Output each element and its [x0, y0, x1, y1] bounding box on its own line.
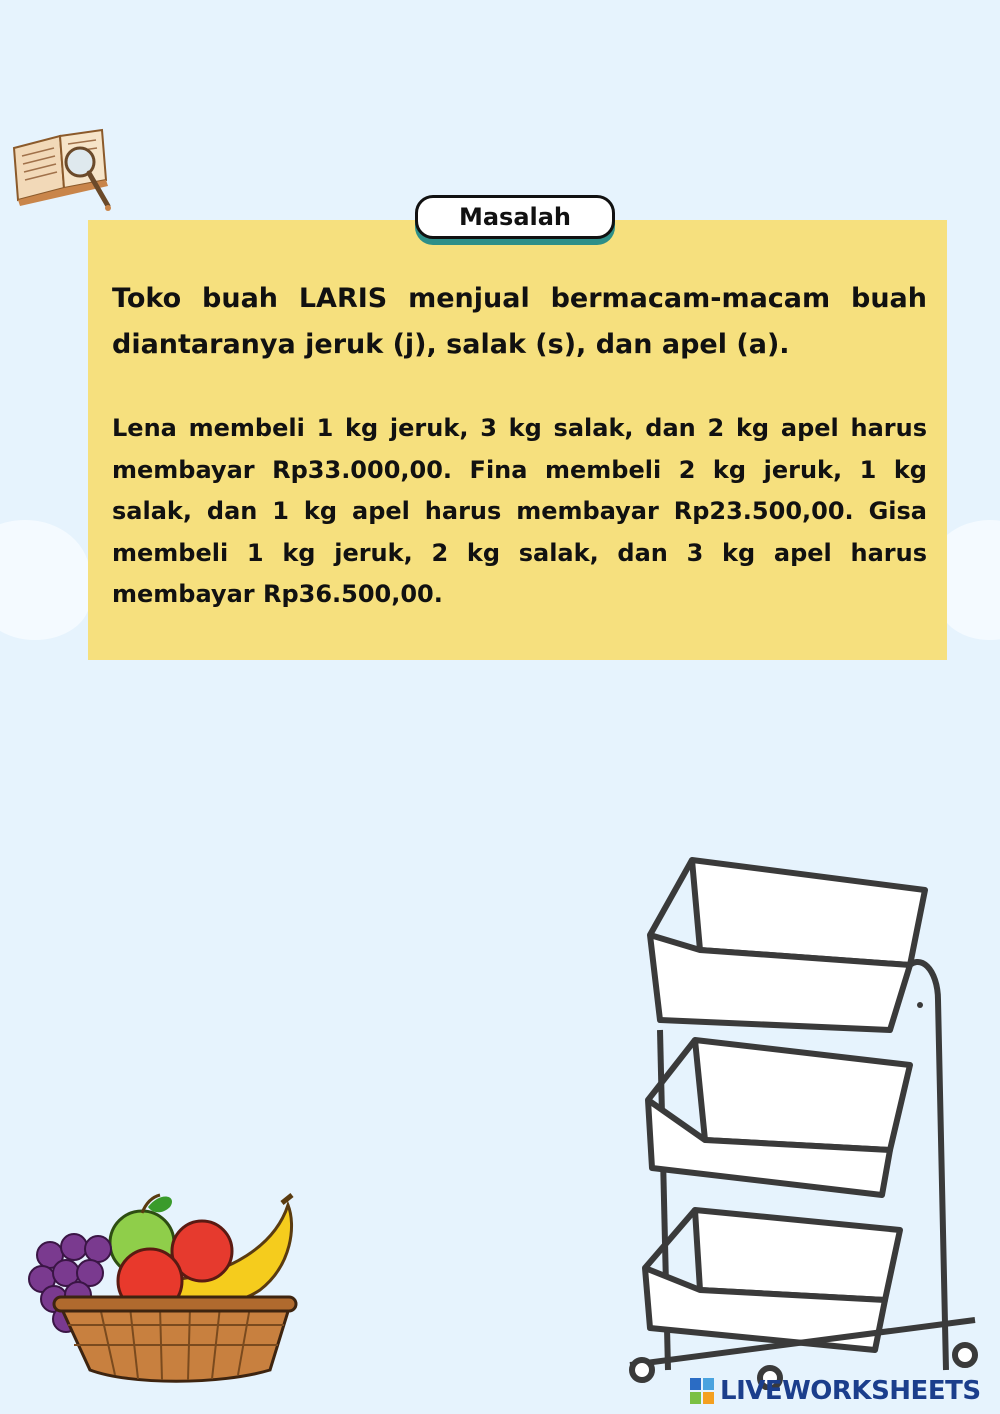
section-tag: Masalah — [415, 195, 615, 239]
logo-text: LIVEWORKSHEETS — [720, 1376, 981, 1406]
problem-text: Lena membeli 1 kg jeruk, 3 kg salak, dan 2 kg apel harus membayar Rp33.000,00. Fina membeli 2 kg jeruk, 1 kg salak, dan 1 kg apel harus membayar Rp23.500,00. Gisa membeli 1 kg jeruk, 2 kg salak, dan 3 kg apel harus membayar Rp36.500,00. — [112, 414, 927, 608]
liveworksheets-logo — [690, 1374, 990, 1408]
problem-card — [88, 220, 947, 660]
intro-text: Toko buah LARIS menjual bermacam-macam buah diantaranya jeruk (j), salak (s), dan apel (a). — [112, 283, 927, 360]
shopping-cart-illustration — [620, 850, 990, 1390]
liveworksheets-logo-icon — [690, 1378, 714, 1404]
book-magnifier-icon — [10, 126, 115, 216]
fruit-basket-illustration — [20, 1185, 320, 1385]
